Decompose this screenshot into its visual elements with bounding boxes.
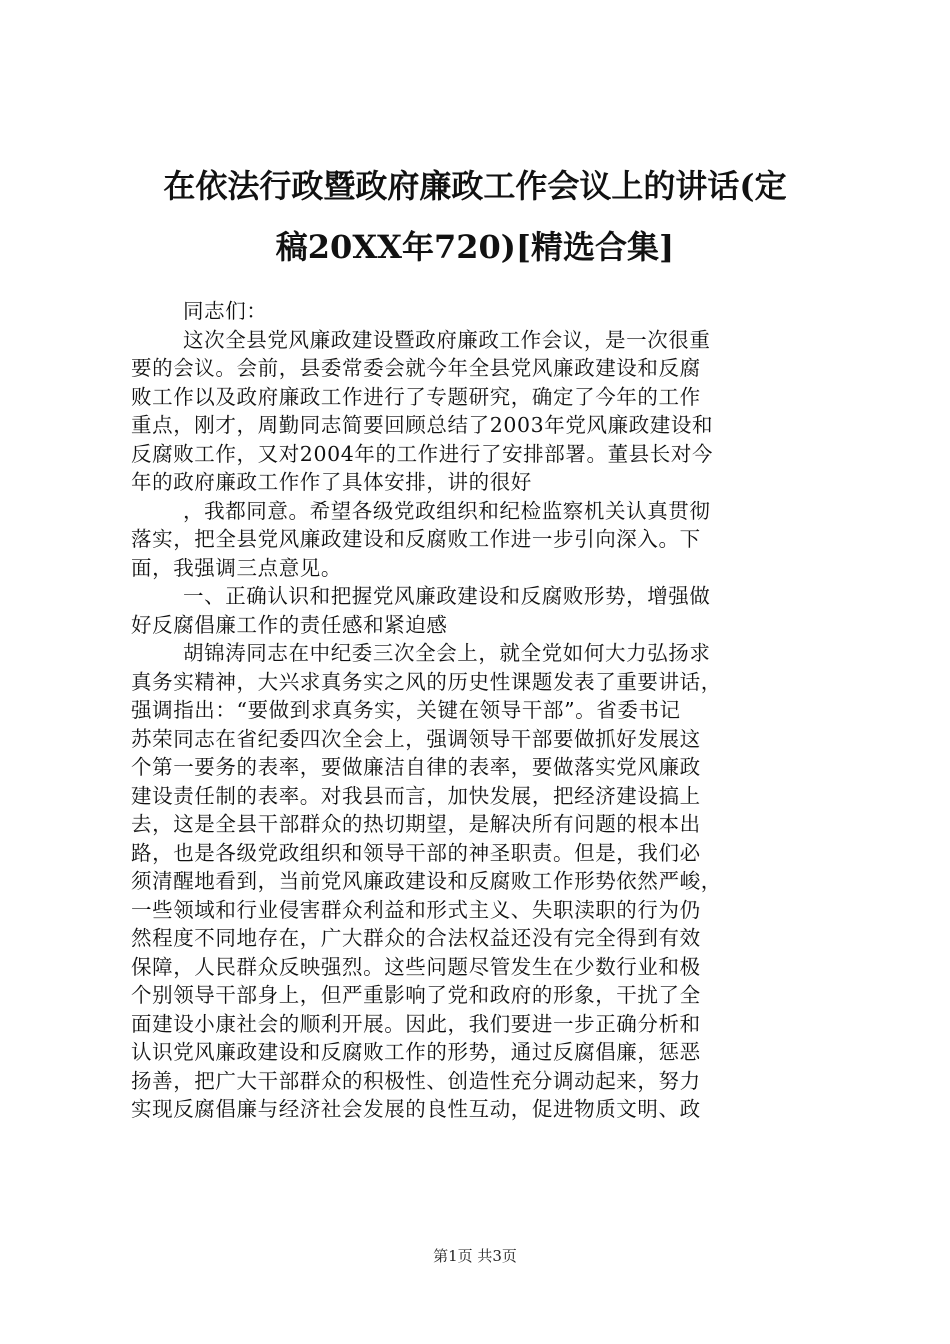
paragraph-line: 认识党风廉政建设和反腐败工作的形势，通过反腐倡廉，惩恶 [131,1040,701,1064]
document-body [131,297,831,1124]
paragraph-line: 强调指出：“要做到求真务实，关键在领导干部”。省委书记 [131,698,681,722]
paragraph-line: 落实，把全县党风廉政建设和反腐败工作进一步引向深入。下 [131,527,701,551]
paragraph-line: 面建设小康社会的顺利开展。因此，我们要进一步正确分析和 [131,1011,701,1036]
paragraph-line: ，我都同意。希望各级党政组织和纪检监察机关认真贯彻 [183,498,711,523]
paragraph-line: 这次全县党风廉政建设暨政府廉政工作会议，是一次很重 [183,327,711,352]
paragraph-line: 年的政府廉政工作作了具体安排，讲的很好 [131,470,532,494]
document-title-line-1: 在依法行政暨政府廉政工作会议上的讲话(定 [163,167,787,205]
section-heading-line: 好反腐倡廉工作的责任感和紧迫感 [131,612,448,637]
document-title-line-2: 稿20XX年720)[精选合集] [275,228,675,266]
page-footer: 第1页 共3页 [433,1247,517,1265]
paragraph-line: 个别领导干部身上，但严重影响了党和政府的形象，干扰了全 [131,983,701,1007]
paragraph-line: 败工作以及政府廉政工作进行了专题研究，确定了今年的工作 [131,384,701,409]
paragraph-line: 面，我强调三点意见。 [131,555,342,580]
paragraph-line: 建设责任制的表率。对我县而言，加快发展，把经济建设搞上 [131,783,701,808]
paragraph-line: 真务实精神，大兴求真务实之风的历史性课题发表了重要讲话， [131,669,722,694]
paragraph-line: 去，这是全县干部群众的热切期望，是解决所有问题的根本出 [131,812,701,836]
paragraph-line: 反腐败工作，又对2004年的工作进行了安排部署。董县长对今 [131,441,714,466]
paragraph-line: 要的会议。会前，县委常委会就今年全县党风廉政建设和反腐 [131,356,701,380]
paragraph-line: 须清醒地看到，当前党风廉政建设和反腐败工作形势依然严峻， [131,869,722,893]
paragraph-line: 实现反腐倡廉与经济社会发展的良性互动，促进物质文明、政 [131,1097,701,1121]
paragraph-line: 路，也是各级党政组织和领导干部的神圣职责。但是，我们必 [131,840,701,865]
paragraph-line: 保障，人民群众反映强烈。这些问题尽管发生在少数行业和极 [131,954,701,979]
paragraph-line: 个第一要务的表率，要做廉洁自律的表率，要做落实党风廉政 [131,755,701,779]
paragraph-line: 然程度不同地存在，广大群众的合法权益还没有完全得到有效 [131,926,701,950]
paragraph-line: 胡锦涛同志在中纪委三次全会上，就全党如何大力弘扬求 [183,641,711,665]
paragraph-line: 扬善，把广大干部群众的积极性、创造性充分调动起来，努力 [131,1068,701,1093]
paragraph-line: 苏荣同志在省纪委四次全会上，强调领导干部要做抓好发展这 [131,726,701,751]
salutation: 同志们： [183,299,268,323]
paragraph-line: 重点，刚才，周勤同志简要回顾总结了2003年党风廉政建设和 [131,413,714,437]
paragraph-line: 一些领域和行业侵害群众利益和形式主义、失职渎职的行为仍 [131,897,701,922]
section-heading-line: 一、正确认识和把握党风廉政建设和反腐败形势，增强做 [183,584,711,608]
